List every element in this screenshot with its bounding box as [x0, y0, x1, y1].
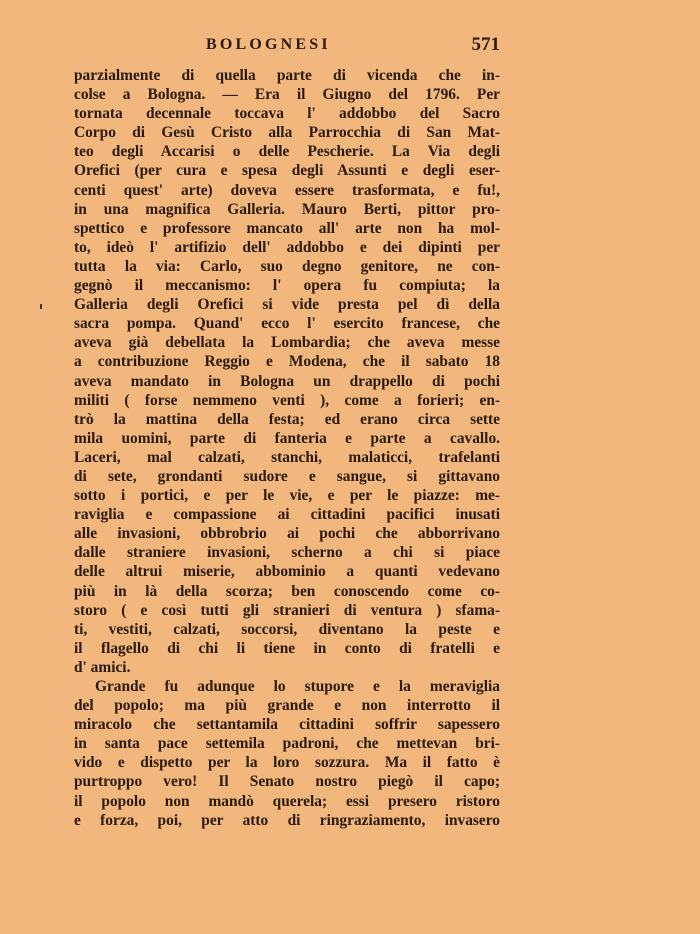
- text-line: dalle straniere invasioni, scherno a chi si piace: [74, 544, 500, 562]
- text-line: in una magnifica Galleria. Mauro Berti, pittor pro-: [74, 200, 500, 218]
- text-line: il popolo non mandò querela; essi presero ristoro: [74, 792, 500, 810]
- text-line: tornata decennale toccava l' addobbo del Sacro: [74, 105, 500, 123]
- text-line: gegnò il meccanismo: l' opera fu compiuta; la: [74, 277, 500, 295]
- text-line: Grande fu adunque lo stupore e la meraviglia: [95, 678, 500, 695]
- text-line: mila uomini, parte di fanteria e parte a cavallo.: [74, 429, 500, 447]
- text-line: più in là della scorza; ben conoscendo come co-: [74, 582, 500, 600]
- text-line: purtroppo vero! Il Senato nostro piegò il capo;: [74, 773, 500, 791]
- page-number: 571: [471, 34, 500, 55]
- text-line: in santa pace settemila padroni, che mettevan bri-: [74, 735, 500, 753]
- text-line: aveva mandato in Bologna un drappello di pochi: [74, 372, 500, 390]
- text-line: tutta la via: Carlo, suo degno genitore, ne con-: [74, 257, 500, 275]
- text-line: il flagello di chi li tiene in conto di fratelli e: [74, 639, 500, 657]
- text-line: teo degli Accarisi o delle Pescherie. La Via degli: [74, 143, 500, 161]
- text-line: vido e dispetto per la loro sozzura. Ma il fatto è: [74, 754, 500, 772]
- text-line: Corpo di Gesù Cristo alla Parrocchia di San Mat-: [74, 124, 500, 142]
- margin-mark: [40, 304, 42, 309]
- text-line: alle invasioni, obbrobrio ai pochi che abborrivano: [74, 525, 500, 543]
- text-line: parzialmente di quella parte di vicenda che in-: [74, 67, 500, 84]
- text-line: di sete, grondanti sudore e sangue, si gittavano: [74, 467, 500, 485]
- text-line: Laceri, mal calzati, stanchi, malaticci, trafelanti: [74, 448, 500, 466]
- running-title: BOLOGNESI: [206, 36, 331, 53]
- text-line: militi ( forse nemmeno venti ), come a forieri; en-: [74, 391, 500, 409]
- text-line: Orefici (per cura e spesa degli Assunti e degli eser-: [74, 162, 500, 180]
- text-line: trò la mattina della festa; ed erano circa sette: [74, 410, 500, 428]
- text-line: to, ideò l' artifizio dell' addobbo e dei dipinti per: [74, 238, 500, 256]
- text-line: colse a Bologna. — Era il Giugno del 1796. Per: [74, 86, 500, 104]
- text-line: miracolo che settantamila cittadini soffrir sapessero: [74, 716, 500, 734]
- text-line: ti, vestiti, calzati, soccorsi, diventano la peste e: [74, 620, 500, 638]
- text-line: d' amici.: [74, 658, 131, 676]
- text-line: e forza, poi, per atto di ringraziamento, invasero: [74, 811, 500, 829]
- text-line: spettico e professore mancato all' arte non ha mol-: [74, 219, 500, 237]
- body-text: [74, 66, 500, 830]
- text-line: sotto i portici, e per le vie, e per le piazze: me-: [74, 487, 500, 505]
- text-line: storo ( e così tutti gli stranieri di ventura ) sfama-: [74, 601, 500, 619]
- text-line: aveva già debellata la Lombardia; che aveva messe: [74, 334, 500, 352]
- text-line: a contribuzione Reggio e Modena, che il sabato 18: [74, 353, 500, 371]
- text-line: Galleria degli Orefici si vide presta pel dì della: [74, 296, 500, 314]
- page-header: [74, 34, 500, 58]
- text-line: delle altrui miserie, abbominio a quanti vedevano: [74, 563, 500, 581]
- text-line: sacra pompa. Quand' ecco l' esercito francese, che: [74, 315, 500, 333]
- text-line: centi quest' arte) doveva essere trasformata, e fu!,: [74, 181, 500, 199]
- text-line: del popolo; ma più grande e non interrotto il: [74, 697, 500, 715]
- text-line: raviglia e compassione ai cittadini pacifici inusati: [74, 506, 500, 524]
